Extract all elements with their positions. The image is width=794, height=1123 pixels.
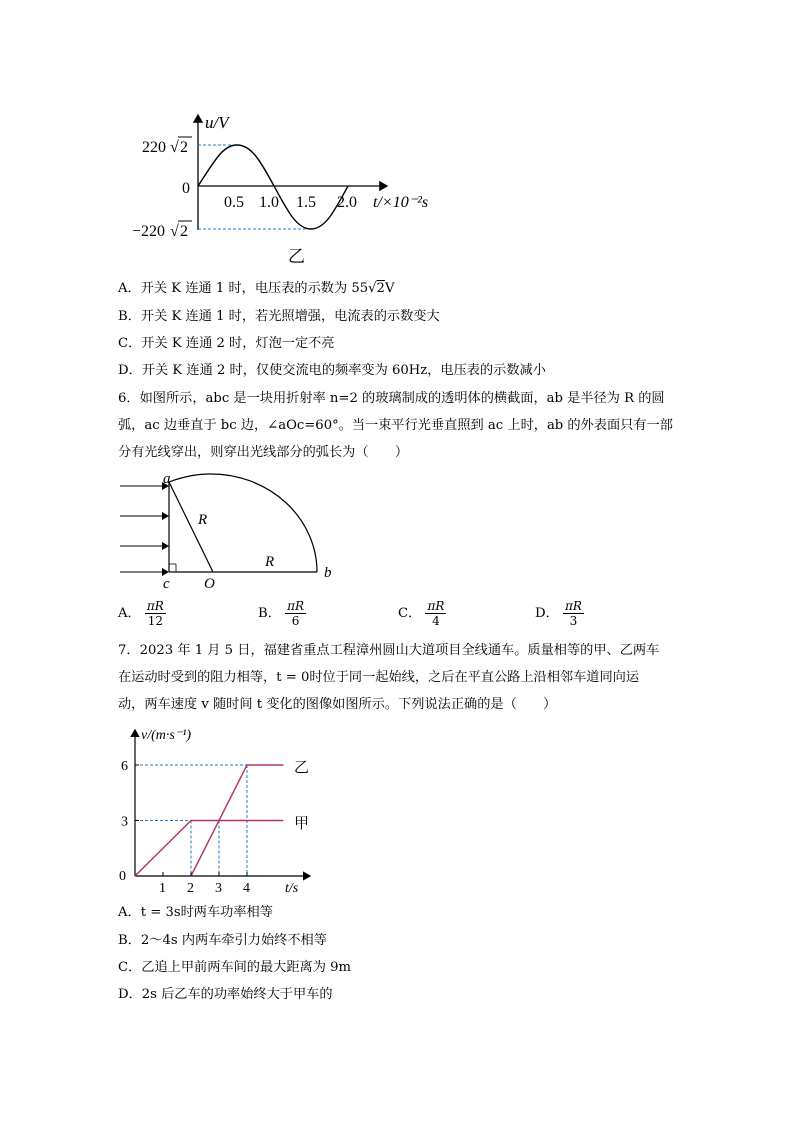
q7-option-a: A．t = 3s时两车功率相等: [118, 905, 273, 920]
q6-option-c: C． $\frac{\pi R}{4}$: [398, 599, 445, 628]
point-O-label: O: [204, 576, 215, 592]
graph-caption: 乙: [288, 247, 305, 266]
y-bottom-sqrt-arg: 2: [180, 223, 188, 240]
q5-option-b: B．开关 K 连通 1 时，若光照增强，电流表的示数变大: [118, 309, 440, 324]
x-tick-label: 2: [187, 881, 194, 896]
q5-option-c: C．开关 K 连通 2 时，灯泡一定不亮: [118, 336, 335, 351]
arc-ab: [169, 474, 317, 572]
q7-option-c: C．乙追上甲前两车间的最大距离为 9m: [118, 960, 351, 975]
q5-option-d: D．开关 K 连通 2 时，仅使交流电的频率变为 60Hz，电压表的示数减小: [118, 363, 546, 378]
sine-curve: [198, 145, 348, 229]
q7-option-d: D．2s 后乙车的功率始终大于甲车的: [118, 987, 333, 1002]
point-b-label: b: [324, 565, 332, 581]
series-label-jia: 甲: [294, 816, 310, 832]
origin-label: 0: [119, 869, 126, 884]
q7-option-b: B．2～4s 内两车牵引力始终不相等: [118, 933, 327, 948]
x-tick-label: 4: [243, 881, 250, 896]
q7-stem-line: 7．2023 年 1 月 5 日，福建省重点工程漳州圆山大道项目全线通车。质量相等的甲、乙两车: [118, 643, 660, 658]
q6-stem-line: 6．如图所示，abc 是一块用折射率 n=2 的玻璃制成的透明体的横截面，ab 是半径为 R 的圆: [118, 391, 665, 406]
x-tick-label: 3: [215, 881, 222, 896]
y-tick-label: 6: [121, 759, 128, 774]
point-c-label: c: [163, 576, 170, 592]
radius-label: R: [198, 512, 208, 528]
y-top-sqrt-sign: √: [170, 139, 179, 156]
series-line-jia: [135, 821, 283, 877]
q6-option-b: B． $\frac{\pi R}{6}$: [258, 599, 305, 628]
y-axis-label: u/V: [205, 113, 229, 132]
velocity-time-chart: [110, 722, 340, 902]
y-bottom-sqrt-sign: √: [170, 223, 179, 240]
series-label-yi: 乙: [294, 760, 310, 776]
y-axis-label: v/(m·s⁻¹): [141, 728, 192, 743]
optics-diagram: [110, 470, 350, 595]
x-tick-label: 1.5: [296, 194, 316, 211]
point-a-label: a: [163, 471, 171, 487]
radius-label: R: [265, 554, 275, 570]
y-tick-label: 3: [121, 814, 128, 830]
q7-stem-line: 动，两车速度 v 随时间 t 变化的图像如图所示。下列说法正确的是（ ）: [118, 697, 557, 712]
q6-stem-line: 弧，ac 边垂直于 bc 边，∠aOc=60°。当一束平行光垂直照到 ac 上时，ab 的外表面只有一部: [118, 418, 673, 433]
q6-stem-line: 分有光线穿出，则穿出光线部分的弧长为（ ）: [118, 445, 409, 460]
q6-option-d: D． $\frac{\pi R}{3}$: [535, 599, 582, 628]
x-tick-label: 1.0: [259, 194, 279, 211]
x-tick-label: 1: [159, 881, 166, 896]
q6-option-a: A． $\frac{\pi R}{12}$: [118, 599, 164, 628]
x-tick-label: 2.0: [337, 194, 357, 211]
x-axis-label: t/×10⁻²s: [373, 194, 429, 211]
q5-option-a: A．开关 K 连通 1 时，电压表的示数为 55√2V: [118, 281, 395, 296]
y-top-sqrt-arg: 2: [180, 139, 188, 156]
x-axis-label: t/s: [285, 881, 299, 896]
x-tick-label: 0.5: [224, 194, 244, 211]
y-top-label: 220: [142, 139, 166, 156]
q7-stem-line: 在运动时受到的阻力相等，t = 0时位于同一起始线，之后在平直公路上沿相邻车道同向运: [118, 670, 640, 685]
sine-graph: [130, 100, 450, 275]
origin-label: 0: [182, 180, 190, 197]
y-bottom-label: −220: [132, 223, 166, 240]
